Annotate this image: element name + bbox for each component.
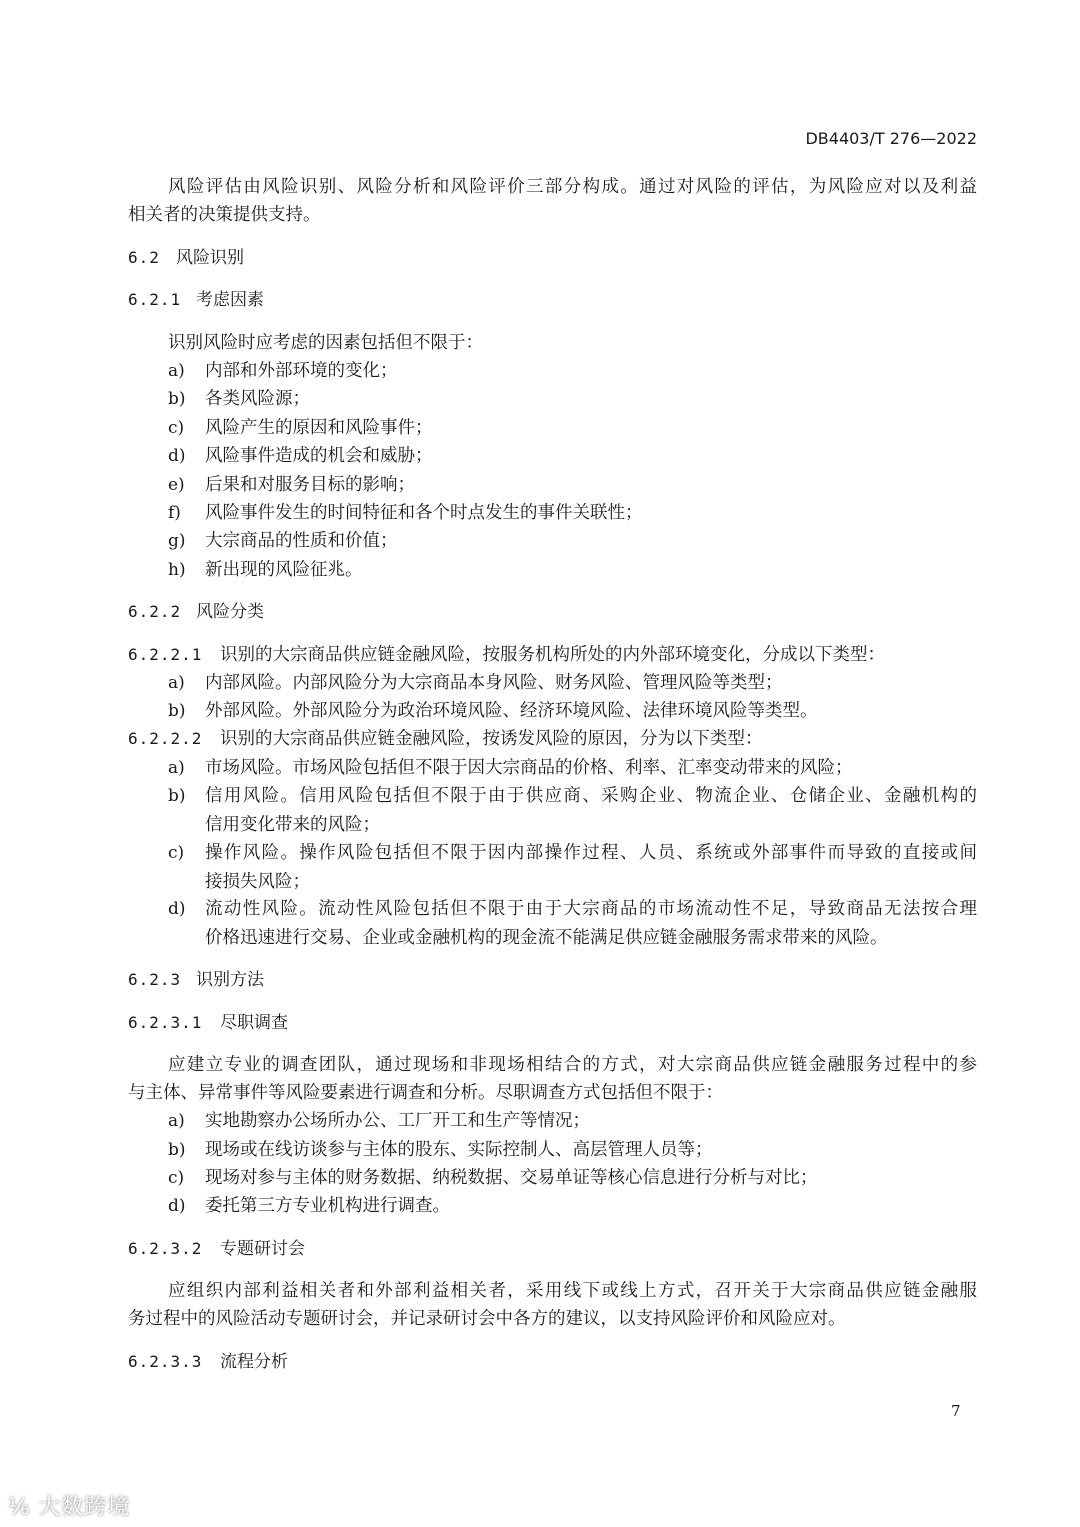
section-number: 6.2.2 [128,602,182,621]
list-item-text: 外部风险。外部风险分为政治环境风险、经济环境风险、法律环境风险等类型。 [205,701,818,721]
list-item-text: 新出现的风险征兆。 [205,560,363,580]
list-item-text: 现场或在线访谈参与主体的股东、实际控制人、高层管理人员等； [205,1140,713,1160]
list-label: d) [168,899,186,919]
list-label: g) [168,531,186,551]
paragraph-line: 应建立专业的调查团队，通过现场和非现场相结合的方式，对大宗商品供应链金融服务过程中的参 [168,1055,977,1075]
section-number: 6.2 [128,248,160,267]
section-title: 考虑因素 [196,290,264,310]
list-item-text: 信用风险。信用风险包括但不限于由于供应商、采购企业、物流企业、仓储企业、金融机构的 [205,786,977,806]
list-label: h) [168,560,186,580]
section-title: 专题研讨会 [220,1239,305,1259]
list-item-text: 后果和对服务目标的影响； [205,475,415,495]
list-item-text-cont: 价格迅速进行交易、企业或金融机构的现金流不能满足供应链金融服务需求带来的风险。 [205,927,888,948]
section-title: 风险识别 [176,248,244,268]
section-number: 6.2.3.3 [128,1352,203,1371]
page-number: 7 [951,1402,961,1420]
list-item-text: 风险事件发生的时间特征和各个时点发生的事件关联性； [205,503,643,523]
list-label: e) [168,475,185,495]
watermark-logo: ⅙ 大数跨境 [8,1495,131,1520]
list-label: a) [168,361,185,381]
standard-code: DB4403/T 276—2022 [805,129,977,148]
list-label: d) [168,446,186,466]
section-text: 识别的大宗商品供应链金融风险，按服务机构所处的内外部环境变化，分成以下类型： [220,645,885,665]
list-label: c) [168,1168,185,1188]
section-number: 6.2.3.1 [128,1013,203,1032]
list-label: f) [168,503,181,523]
list-label: a) [168,673,185,693]
list-item-text: 现场对参与主体的财务数据、纳税数据、交易单证等核心信息进行分析与对比； [205,1168,818,1188]
list-item-text: 各类风险源； [205,389,310,409]
list-label: d) [168,1196,186,1216]
list-label: a) [168,1111,185,1131]
section-title: 风险分类 [196,602,264,622]
lead-text: 识别风险时应考虑的因素包括但不限于： [168,333,483,353]
list-item-text: 市场风险。市场风险包括但不限于因大宗商品的价格、利率、汇率变动带来的风险； [205,758,853,778]
list-item-text: 大宗商品的性质和价值； [205,531,398,551]
paragraph-line: 务过程中的风险活动专题研讨会，并记录研讨会中各方的建议，以支持风险评价和风险应对。 [128,1309,846,1329]
list-item-text: 实地勘察办公场所办公、工厂开工和生产等情况； [205,1111,590,1131]
list-item-text: 内部风险。内部风险分为大宗商品本身风险、财务风险、管理风险等类型； [205,673,783,693]
section-title: 尽职调查 [220,1013,288,1033]
section-number: 6.2.3.2 [128,1239,203,1258]
section-title: 流程分析 [220,1352,288,1372]
section-title: 识别方法 [196,970,264,990]
paragraph-line: 风险评估由风险识别、风险分析和风险评价三部分构成。通过对风险的评估，为风险应对以及利益 [168,177,977,197]
list-item-text-cont: 接损失风险； [205,871,310,892]
section-number: 6.2.3 [128,970,182,989]
list-item-text: 内部和外部环境的变化； [205,361,398,381]
section-number: 6.2.2.2 [128,729,203,748]
list-item-text: 流动性风险。流动性风险包括但不限于由于大宗商品的市场流动性不足，导致商品无法按合理 [205,899,977,919]
paragraph-line: 与主体、异常事件等风险要素进行调查和分析。尽职调查方式包括但不限于： [128,1083,723,1103]
section-number: 6.2.2.1 [128,645,203,664]
paragraph-line: 相关者的决策提供支持。 [128,205,321,225]
section-text: 识别的大宗商品供应链金融风险，按诱发风险的原因，分为以下类型： [220,729,763,749]
paragraph-line: 应组织内部利益相关者和外部利益相关者，采用线下或线上方式，召开关于大宗商品供应链金融服 [168,1281,977,1301]
list-item-text: 风险事件造成的机会和威胁； [205,446,433,466]
list-label: b) [168,786,186,806]
list-label: c) [168,843,185,863]
list-item-text: 风险产生的原因和风险事件； [205,418,433,438]
list-item-text-cont: 信用变化带来的风险； [205,814,380,835]
list-label: b) [168,701,186,721]
list-label: c) [168,418,185,438]
list-label: b) [168,1140,186,1160]
section-number: 6.2.1 [128,290,182,309]
list-label: a) [168,758,185,778]
list-item-text: 委托第三方专业机构进行调查。 [205,1196,450,1216]
list-label: b) [168,389,186,409]
list-item-text: 操作风险。操作风险包括但不限于因内部操作过程、人员、系统或外部事件而导致的直接或间 [205,843,977,863]
